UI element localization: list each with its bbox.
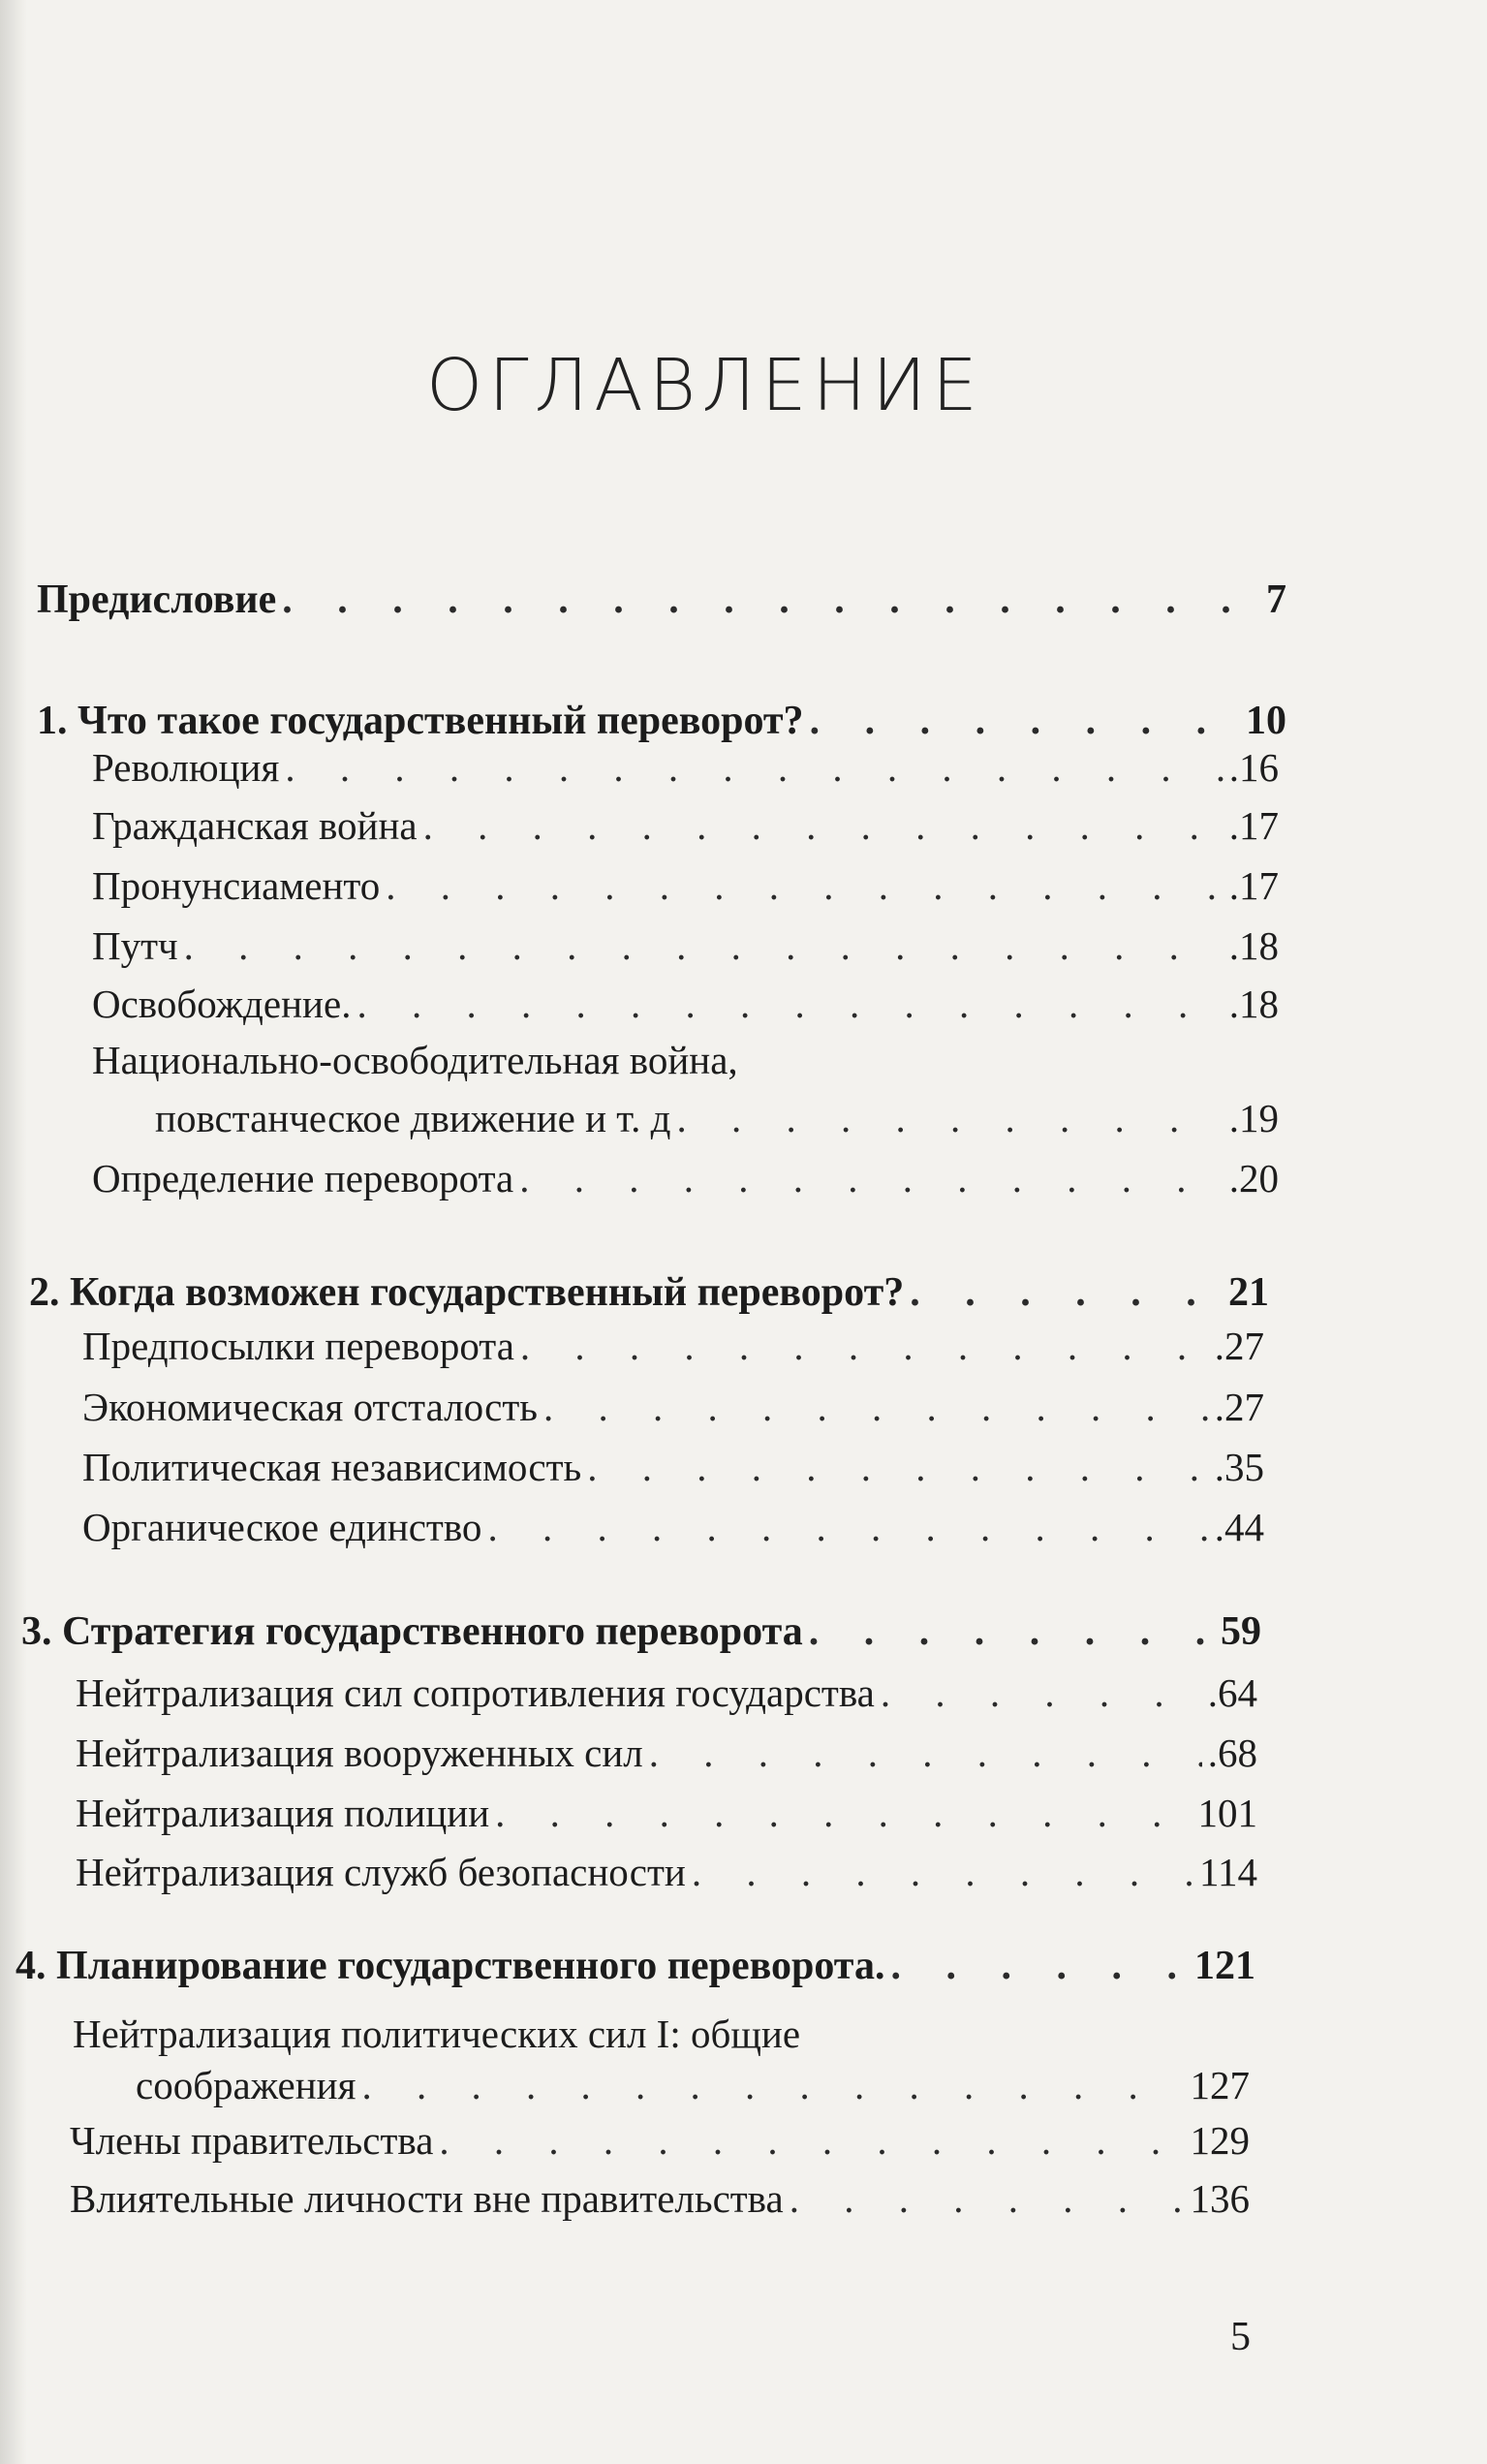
page-number: 5	[1230, 2315, 1251, 2359]
toc-entry-page: 121	[1194, 1944, 1255, 1988]
toc-entry-page: .18	[1228, 982, 1279, 1026]
dot-leader	[649, 1730, 1202, 1776]
dot-leader	[587, 1444, 1209, 1490]
dot-leader	[790, 2175, 1185, 2222]
toc-subentry	[136, 2062, 1250, 2108]
toc-entry-label: соображения	[136, 2063, 356, 2107]
toc-entry-label: Освобождение.	[92, 982, 352, 1026]
dot-leader	[487, 1504, 1208, 1550]
toc-subentry-first-line: Нейтрализация политических сил I: общие	[73, 2012, 801, 2056]
toc-entry-label: 4. Планирование государственного переворота.	[15, 1944, 885, 1988]
toc-entry-foreword	[37, 577, 1286, 623]
toc-chapter-3	[21, 1608, 1261, 1655]
toc-entry-page: .27	[1214, 1385, 1264, 1429]
toc-subentry	[92, 744, 1279, 791]
toc-subentry	[82, 1504, 1264, 1550]
toc-entry-label: Нейтрализация вооруженных сил	[76, 1731, 643, 1775]
toc-entry-label: Определение переворота	[92, 1156, 514, 1201]
toc-entry-label: Путч	[92, 923, 178, 968]
toc-entry-page: 136	[1190, 2176, 1250, 2221]
toc-subentry	[92, 802, 1279, 849]
dot-leader	[282, 577, 1260, 623]
toc-entry-label: повстанческое движение и т. д	[155, 1096, 671, 1140]
dot-leader	[361, 2062, 1184, 2108]
toc-chapter-1	[37, 698, 1286, 744]
toc-entry-label: Гражданская война	[92, 803, 418, 848]
toc-subentry	[92, 922, 1279, 969]
dot-leader	[910, 1269, 1223, 1316]
dot-leader	[285, 744, 1223, 791]
toc-entry-label: Нейтрализация служб безопасности	[76, 1850, 686, 1894]
toc-subentry	[70, 2175, 1250, 2222]
dot-leader	[519, 1155, 1224, 1201]
toc-entry-page: .27	[1214, 1324, 1264, 1368]
dot-leader	[543, 1384, 1209, 1430]
toc-entry-page: 129	[1190, 2118, 1250, 2163]
toc-entry-label: Экономическая отсталость	[82, 1385, 538, 1429]
dot-leader	[356, 981, 1223, 1027]
dot-leader	[423, 802, 1224, 849]
dot-leader	[809, 1608, 1215, 1655]
toc-entry-page: .17	[1228, 803, 1279, 848]
dot-leader	[881, 1669, 1202, 1716]
toc-entry-page: .64	[1207, 1670, 1257, 1715]
dot-leader	[890, 1943, 1189, 1989]
toc-entry-page: 127	[1190, 2063, 1250, 2107]
toc-entry-page: .19	[1228, 1096, 1279, 1140]
dot-leader	[677, 1095, 1224, 1141]
toc-subentry	[82, 1323, 1264, 1369]
toc-subentry	[76, 1849, 1257, 1895]
toc-entry-label: Органическое единство	[82, 1505, 482, 1549]
toc-subentry	[76, 1669, 1257, 1716]
toc-subentry	[82, 1384, 1264, 1430]
dot-leader	[692, 1849, 1193, 1895]
dot-leader	[386, 862, 1223, 909]
toc-subentry	[76, 1730, 1257, 1776]
dot-leader	[439, 2117, 1184, 2164]
toc-entry-page: .35	[1214, 1445, 1264, 1489]
dot-leader	[520, 1323, 1209, 1369]
toc-entry-page: 10	[1246, 699, 1286, 743]
toc-subentry	[92, 862, 1279, 909]
toc-entry-label: Нейтрализация полиции	[76, 1791, 490, 1835]
toc-entry-label: Нейтрализация сил сопротивления государства	[76, 1670, 875, 1715]
toc-entry-label: Предисловие	[37, 577, 277, 622]
toc-entry-page: 21	[1228, 1270, 1269, 1315]
dot-leader	[810, 698, 1240, 744]
toc-entry-label: 3. Стратегия государственного переворота	[21, 1609, 803, 1654]
dot-leader	[495, 1790, 1192, 1836]
toc-entry-page: .44	[1214, 1505, 1264, 1549]
toc-entry-label: Члены правительства	[70, 2118, 434, 2163]
toc-subentry	[92, 1155, 1279, 1201]
toc-subentry-first-line: Национально-освободительная война,	[92, 1038, 738, 1082]
toc-entry-page: 114	[1199, 1850, 1257, 1894]
toc-entry-page: .18	[1228, 923, 1279, 968]
toc-subentry	[82, 1444, 1264, 1490]
toc-entry-page: .17	[1228, 863, 1279, 908]
toc-subentry	[92, 981, 1279, 1027]
toc-chapter-4	[15, 1943, 1255, 1989]
toc-entry-label: Революция	[92, 745, 280, 790]
page-title: ОГЛАВЛЕНИЕ	[426, 344, 983, 427]
toc-entry-label: Пронунсиаменто	[92, 863, 381, 908]
toc-subentry	[155, 1095, 1279, 1141]
toc-entry-page: .16	[1228, 745, 1279, 790]
toc-entry-page: .20	[1228, 1156, 1279, 1201]
toc-entry-page: 59	[1221, 1609, 1261, 1654]
toc-entry-page: 7	[1266, 577, 1286, 622]
toc-entry-label: Политическая независимость	[82, 1445, 582, 1489]
dot-leader	[184, 922, 1224, 969]
toc-entry-label: Предпосылки переворота	[82, 1324, 514, 1368]
toc-subentry	[70, 2117, 1250, 2164]
toc-chapter-2	[29, 1269, 1269, 1316]
toc-subentry	[76, 1790, 1257, 1836]
toc-entry-label: Влиятельные личности вне правительства	[70, 2176, 784, 2221]
toc-entry-page: .68	[1207, 1731, 1257, 1775]
toc-entry-label: 1. Что такое государственный переворот?	[37, 699, 804, 743]
toc-entry-label: 2. Когда возможен государственный переворот?	[29, 1270, 905, 1315]
toc-entry-page: 101	[1197, 1791, 1257, 1835]
